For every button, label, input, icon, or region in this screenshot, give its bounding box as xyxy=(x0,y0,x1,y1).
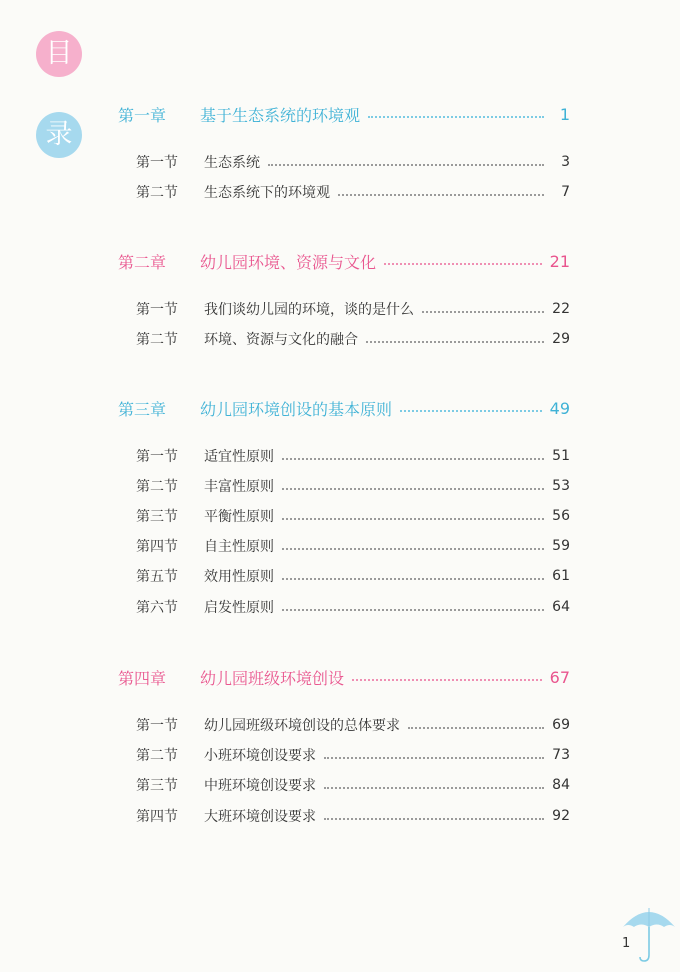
leader-dots xyxy=(422,311,544,313)
chapter-page: 1 xyxy=(559,104,570,124)
leader-dots xyxy=(268,164,544,166)
section-page: 64 xyxy=(552,599,570,615)
section-number: 第二节 xyxy=(136,748,178,764)
section-page: 29 xyxy=(552,331,570,347)
toc-section-3-5[interactable] xyxy=(136,565,570,587)
leader-dots xyxy=(282,609,544,611)
section-page: 61 xyxy=(552,568,570,584)
toc-chapter-4[interactable] xyxy=(118,664,570,690)
toc-section-4-2[interactable] xyxy=(136,744,570,766)
section-page: 59 xyxy=(552,538,570,554)
section-number: 第一节 xyxy=(136,718,178,734)
chapter-page: 21 xyxy=(549,251,570,271)
chapter-title: 幼儿园环境、资源与文化 xyxy=(200,252,377,272)
section-title: 小班环境创设要求 xyxy=(204,748,316,764)
toc-section-3-4[interactable] xyxy=(136,535,570,557)
section-page: 84 xyxy=(552,777,570,793)
section-page: 22 xyxy=(552,301,570,317)
section-title: 幼儿园班级环境创设的总体要求 xyxy=(204,718,400,734)
toc-section-1-2[interactable] xyxy=(136,181,570,203)
section-title: 环境、资源与文化的融合 xyxy=(204,332,358,348)
leader-dots xyxy=(384,263,542,265)
leader-dots xyxy=(338,194,544,196)
section-title: 我们谈幼儿园的环境，谈的是什么 xyxy=(204,302,414,318)
chapter-number: 第一章 xyxy=(118,105,167,125)
leader-dots xyxy=(400,410,542,412)
toc-section-1-1[interactable] xyxy=(136,151,570,173)
section-title: 生态系统下的环境观 xyxy=(204,185,330,201)
section-number: 第二节 xyxy=(136,479,178,495)
section-number: 第一节 xyxy=(136,302,178,318)
section-title: 自主性原则 xyxy=(204,539,274,555)
section-number: 第三节 xyxy=(136,778,178,794)
toc-section-2-2[interactable] xyxy=(136,328,570,350)
leader-dots xyxy=(282,518,544,520)
section-number: 第三节 xyxy=(136,509,178,525)
leader-dots xyxy=(324,757,544,759)
section-title: 适宜性原则 xyxy=(204,449,274,465)
section-title: 中班环境创设要求 xyxy=(204,778,316,794)
toc-chapter-1[interactable] xyxy=(118,101,570,127)
section-number: 第五节 xyxy=(136,569,178,585)
section-title: 生态系统 xyxy=(204,155,260,171)
toc-heading-char-2: 录 xyxy=(36,112,82,158)
section-number: 第四节 xyxy=(136,809,178,825)
leader-dots xyxy=(282,488,544,490)
toc-chapter-3[interactable] xyxy=(118,395,570,421)
section-page: 69 xyxy=(552,717,570,733)
section-number: 第六节 xyxy=(136,600,178,616)
chapter-number: 第三章 xyxy=(118,399,167,419)
section-number: 第一节 xyxy=(136,155,178,171)
section-number: 第二节 xyxy=(136,185,178,201)
toc-section-2-1[interactable] xyxy=(136,298,570,320)
leader-dots xyxy=(368,116,544,118)
section-title: 丰富性原则 xyxy=(204,479,274,495)
section-page: 56 xyxy=(552,508,570,524)
section-title: 大班环境创设要求 xyxy=(204,809,316,825)
leader-dots xyxy=(282,578,544,580)
toc-section-4-4[interactable] xyxy=(136,805,570,827)
leader-dots xyxy=(366,341,544,343)
chapter-title: 基于生态系统的环境观 xyxy=(200,105,361,125)
chapter-number: 第四章 xyxy=(118,668,167,688)
chapter-number: 第二章 xyxy=(118,252,167,272)
toc-section-3-1[interactable] xyxy=(136,445,570,467)
section-page: 51 xyxy=(552,448,570,464)
leader-dots xyxy=(282,458,544,460)
toc-chapter-2[interactable] xyxy=(118,248,570,274)
chapter-page: 67 xyxy=(549,667,570,687)
leader-dots xyxy=(324,818,544,820)
section-title: 启发性原则 xyxy=(204,600,274,616)
toc-section-3-2[interactable] xyxy=(136,475,570,497)
toc-section-3-6[interactable] xyxy=(136,596,570,618)
toc-section-4-1[interactable] xyxy=(136,714,570,736)
section-page: 3 xyxy=(561,154,570,170)
section-page: 73 xyxy=(552,747,570,763)
chapter-page: 49 xyxy=(549,398,570,418)
leader-dots xyxy=(408,727,544,729)
section-number: 第四节 xyxy=(136,539,178,555)
page-number: 1 xyxy=(622,936,631,951)
toc-heading-char-1: 目 xyxy=(36,31,82,77)
chapter-title: 幼儿园班级环境创设 xyxy=(200,668,345,688)
toc-section-3-3[interactable] xyxy=(136,505,570,527)
section-title: 平衡性原则 xyxy=(204,509,274,525)
section-page: 7 xyxy=(561,184,570,200)
section-page: 53 xyxy=(552,478,570,494)
chapter-title: 幼儿园环境创设的基本原则 xyxy=(200,399,393,419)
leader-dots xyxy=(282,548,544,550)
umbrella-icon xyxy=(620,903,678,965)
section-number: 第二节 xyxy=(136,332,178,348)
section-title: 效用性原则 xyxy=(204,569,274,585)
toc-section-4-3[interactable] xyxy=(136,774,570,796)
section-page: 92 xyxy=(552,808,570,824)
leader-dots xyxy=(352,679,542,681)
section-number: 第一节 xyxy=(136,449,178,465)
leader-dots xyxy=(324,787,544,789)
